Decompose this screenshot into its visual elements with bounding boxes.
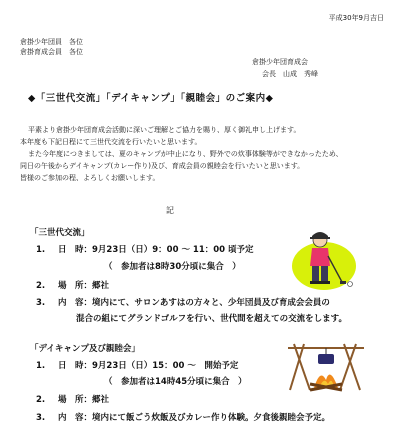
event2-date-note: （ 参加者は14時45分頃に集合 ） [104,377,247,387]
intro-line-3: また今年度につきましては、夏のキャンプが中止になり、野外での炊事体験等ができなかったため、 [28,150,343,158]
event1-date-text: 9月23日（日）9：00 ～ 11：00 頃予定 [92,245,254,255]
event2-place-num: 2. [36,395,46,405]
intro-line-4: 同日の午後からデイキャンプ(カレー作り)及び、育成会員の親睦会を行いたいと思います。 [20,162,305,170]
page-title: ◆「三世代交流」「デイキャンプ」「親睦会」のご案内◆ [28,93,274,104]
event1-content-num: 3. [36,298,46,308]
event2-date-text: 9月23日（日）15：00 ～ 開始予定 [92,361,239,371]
event2-content-line-1: 境内にて飯ごう炊飯及びカレー作り体験。夕食後親睦会予定。 [92,413,331,423]
campfire-cooking-icon [284,338,368,394]
event1-date-num: 1. [36,245,46,255]
intro-line-2: 本年度も下記日程にて三世代交流を行いたいと思います。 [20,138,202,146]
sender-name: 会長 山成 秀峰 [262,70,318,78]
event1-place-label: 場 所： [58,281,93,291]
sender-organization: 倉掛少年団育成会 [252,58,308,66]
ki-mark: 記 [166,206,174,215]
event1-content-row [36,298,330,309]
event2-date-num: 1. [36,361,46,371]
recipient-1: 倉掛少年団員 各位 [20,38,83,46]
recipient-2: 倉掛育成会員 各位 [20,48,83,56]
event2-place-row [36,395,109,406]
event1-place-row [36,281,109,292]
event2-date-row [36,361,238,372]
event1-date-label: 日 時： [58,245,93,255]
intro-line-5: 皆様のご参加の程、よろしくお願いします。 [20,174,160,182]
event2-content-label: 内 容： [58,413,93,423]
event1-content-label: 内 容： [58,298,93,308]
event2-place-text: 郷社 [92,395,110,405]
event1-date-note: （ 参加者は8時30分頃に集合 ） [104,262,241,272]
event1-heading: 「 三世代交流 」 [30,228,90,239]
event2-date-label: 日 時： [58,361,93,371]
intro-line-1: 平素より倉掛少年団育成会活動に深いご理解とご協力を賜り、厚く御礼申し上げます。 [28,126,301,134]
event2-content-row [36,413,330,424]
event1-content-line-2: 混合の組にてグランドゴルフを行い、世代間を超えての交流をします。 [76,314,347,324]
event2-content-num: 3. [36,413,46,423]
document-date: 平成30年9月吉日 [328,14,384,22]
event2-place-label: 場 所： [58,395,93,405]
event1-content-line-1: 境内にて、サロンあすはの方々と、少年団員及び育成会会員の [92,298,330,308]
event1-place-num: 2. [36,281,46,291]
event1-date-row [36,245,254,256]
event1-place-text: 郷社 [92,281,110,291]
event2-heading: 「 デイキャンプ及び親睦会 」 [30,344,140,355]
ground-golf-player-icon [288,226,360,292]
